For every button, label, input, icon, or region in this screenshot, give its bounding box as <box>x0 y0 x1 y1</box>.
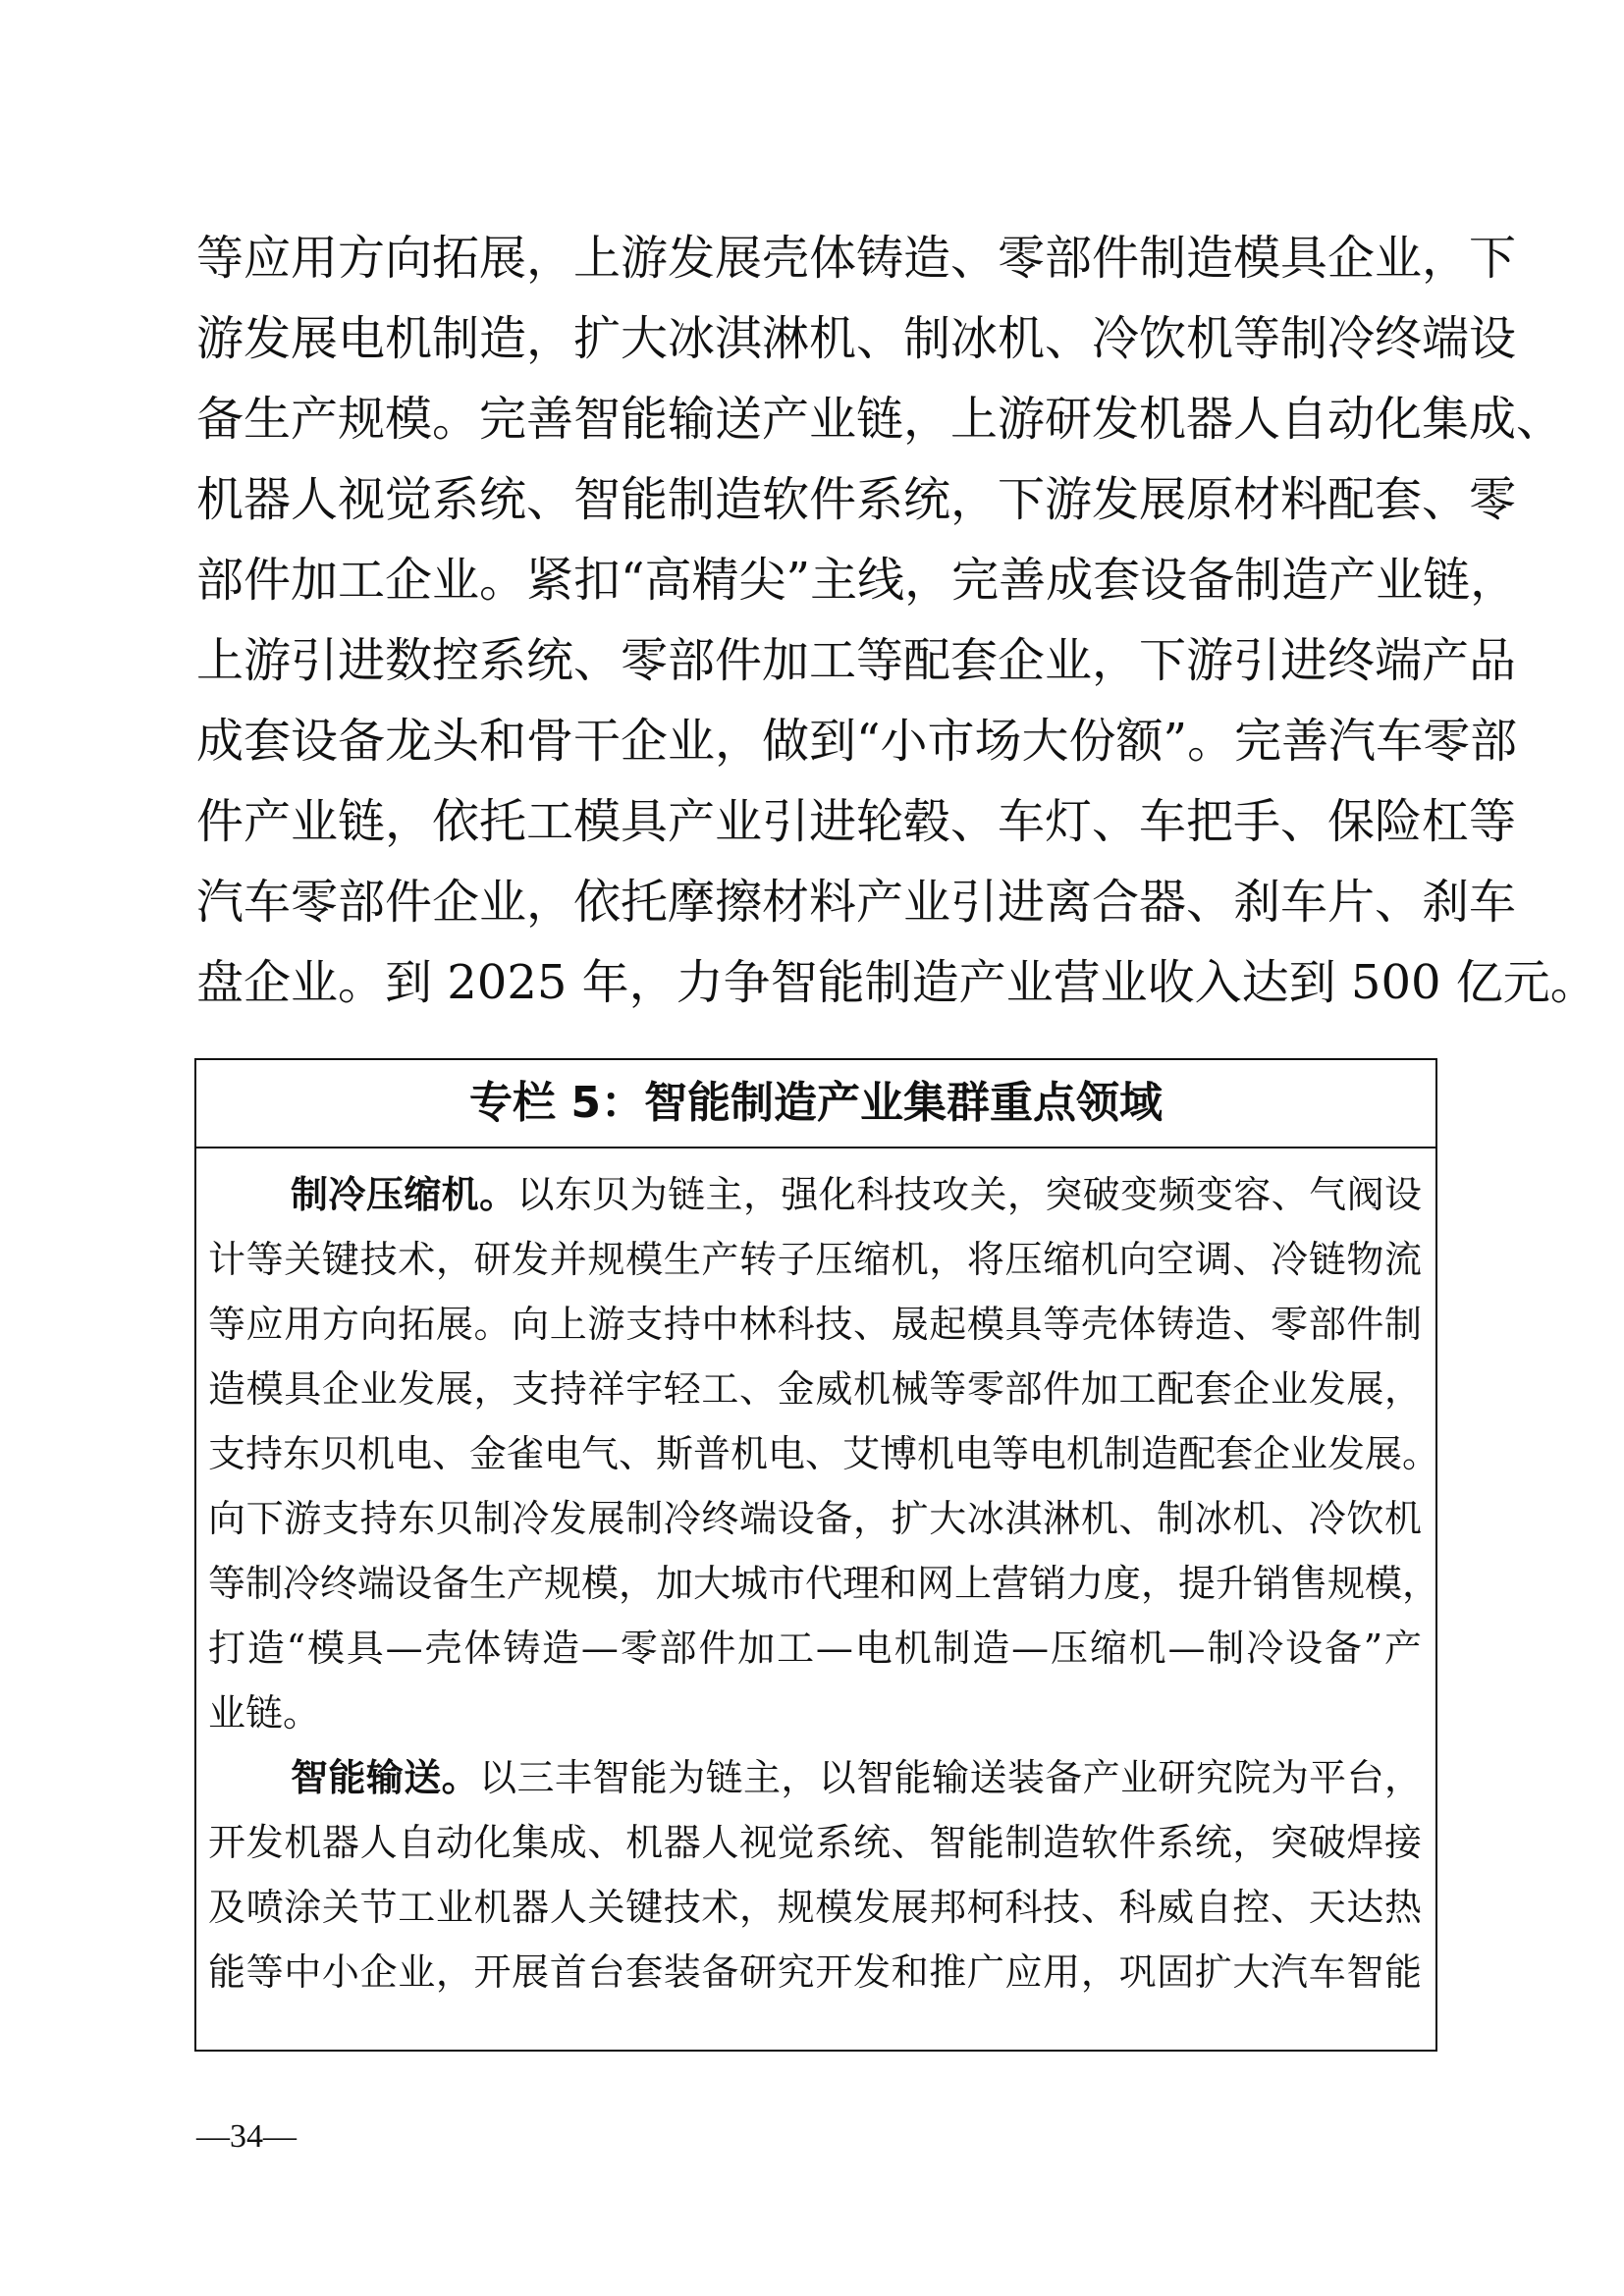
body-line: 上游引进数控系统、零部件加工等配套企业，下游引进终端产品 <box>196 633 1517 688</box>
panel-line: 支持东贝机电、金雀电气、斯普机电、艾博机电等电机制造配套企业发展。 <box>208 1432 1440 1475</box>
body-line: 件产业链，依托工模具产业引进轮毂、车灯、车把手、保险杠等 <box>196 794 1517 849</box>
body-line: 游发展电机制造，扩大冰淇淋机、制冰机、冷饮机等制冷终端设 <box>196 311 1517 366</box>
panel-line: 计等关键技术，研发并规模生产转子压缩机，将压缩机向空调、冷链物流 <box>208 1238 1422 1281</box>
panel-line: 等应用方向拓展。向上游支持中林科技、晟起模具等壳体铸造、零部件制 <box>208 1303 1422 1346</box>
panel-line: 向下游支持东贝制冷发展制冷终端设备，扩大冰淇淋机、制冰机、冷饮机 <box>208 1497 1422 1540</box>
body-line: 成套设备龙头和骨干企业，做到“小市场大份额”。完善汽车零部 <box>196 714 1518 769</box>
feature-box-content <box>208 1162 1440 2004</box>
body-line: 汽车零部件企业，依托摩擦材料产业引进离合器、刹车片、刹车 <box>196 875 1517 930</box>
section-text: 以三丰智能为链主，以智能输送装备产业研究院为平台， <box>479 1756 1422 1799</box>
panel-line: 造模具企业发展，支持祥宇轻工、金威机械等零部件加工配套企业发展， <box>208 1367 1422 1411</box>
section-text: 以东贝为链主，强化科技攻关，突破变频变容、气阀设 <box>516 1173 1422 1216</box>
panel-line: 及喷涂关节工业机器人关键技术，规模发展邦柯科技、科威自控、天达热 <box>208 1886 1422 1929</box>
panel-line: 能等中小企业，开展首台套装备研究开发和推广应用，巩固扩大汽车智能 <box>208 1950 1422 1994</box>
body-line: 等应用方向拓展，上游发展壳体铸造、零部件制造模具企业，下 <box>196 231 1517 286</box>
body-line: 机器人视觉系统、智能制造软件系统，下游发展原材料配套、零 <box>196 472 1517 527</box>
panel-line: 开发机器人自动化集成、机器人视觉系统、智能制造软件系统，突破焊接 <box>208 1821 1422 1864</box>
panel-line: 业链。 <box>208 1691 321 1735</box>
section-heading-refrigeration-compressor: 制冷压缩机。 <box>291 1173 517 1216</box>
section-first-line <box>208 1745 1422 1810</box>
body-line: 盘企业。到 2025 年，力争智能制造产业营业收入达到 500 亿元。 <box>196 955 1597 1010</box>
body-line: 部件加工企业。紧扣“高精尖”主线，完善成套设备制造产业链， <box>196 553 1518 608</box>
body-line: 备生产规模。完善智能输送产业链，上游研发机器人自动化集成、 <box>196 392 1564 447</box>
section-heading-intelligent-conveying: 智能输送。 <box>291 1756 480 1799</box>
panel-line: 打造“模具—壳体铸造—零部件加工—电机制造—压缩机—制冷设备”产 <box>208 1627 1422 1670</box>
section-first-line <box>208 1162 1422 1227</box>
feature-box <box>194 1058 1440 2052</box>
feature-box-title: 专栏 5：智能制造产业集群重点领域 <box>196 1060 1435 1148</box>
body-text <box>196 218 1597 1023</box>
page-number: —34— <box>196 2118 297 2155</box>
panel-line: 等制冷终端设备生产规模，加大城市代理和网上营销力度，提升销售规模， <box>208 1562 1440 1605</box>
